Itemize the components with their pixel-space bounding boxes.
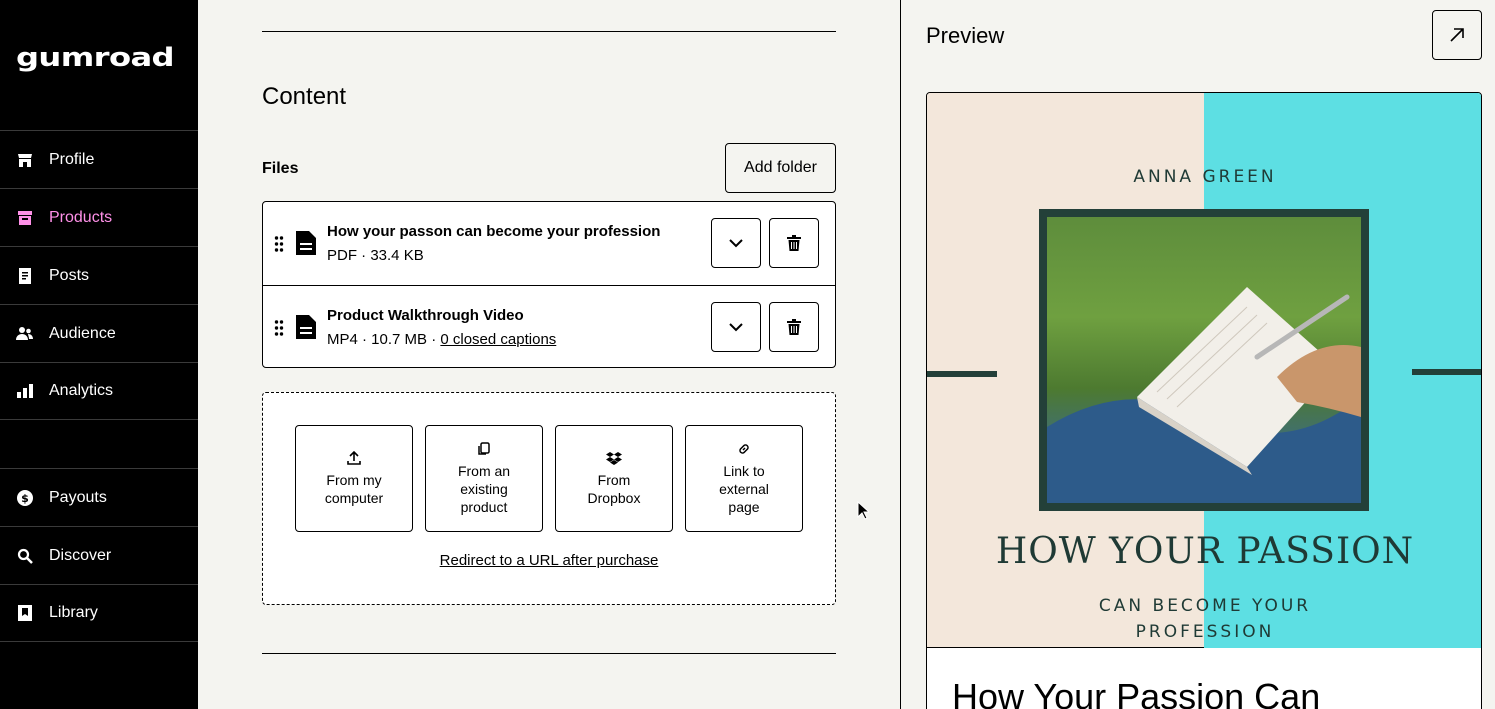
- file-meta-text: MP4 · 10.7 MB ·: [327, 331, 441, 348]
- file-meta: [327, 247, 424, 264]
- cover-subtitle: [927, 593, 1482, 645]
- sidebar-item-audience[interactable]: [0, 304, 198, 362]
- sidebar-item-label: Profile: [49, 150, 95, 168]
- dropbox-icon: [606, 451, 622, 465]
- content-editor: [198, 0, 900, 709]
- gumroad-logo[interactable]: [16, 42, 174, 79]
- add-folder-button[interactable]: Add folder: [725, 143, 836, 193]
- file-name[interactable]: Product Walkthrough Video: [327, 307, 524, 324]
- cover-photo: [1039, 209, 1369, 511]
- shop-icon: [16, 151, 33, 168]
- from-computer-button[interactable]: [295, 425, 413, 532]
- divider: [262, 653, 836, 654]
- trash-icon: [787, 319, 801, 335]
- open-preview-button[interactable]: [1432, 10, 1482, 60]
- delete-button[interactable]: [769, 302, 819, 352]
- arrow-up-right-icon: [1449, 27, 1465, 43]
- sidebar-item-payouts[interactable]: [0, 468, 198, 526]
- button-label: Link to external page: [719, 462, 769, 515]
- file-row[interactable]: [263, 202, 835, 285]
- decorative-bar: [927, 371, 997, 377]
- file-row[interactable]: [263, 285, 835, 368]
- copy-icon: [477, 442, 491, 456]
- expand-button[interactable]: [711, 218, 761, 268]
- sidebar-item-label: Analytics: [49, 382, 114, 399]
- bookmark-icon: [16, 605, 33, 622]
- link-icon: [737, 442, 751, 456]
- svg-text:gumroad: gumroad: [16, 43, 174, 72]
- files-label: Files: [262, 160, 299, 177]
- sidebar-item-library[interactable]: [0, 584, 198, 642]
- svg-text:$: $: [20, 491, 29, 505]
- primary-nav: [0, 130, 198, 420]
- mouse-cursor-icon: [857, 501, 869, 520]
- divider: [262, 31, 836, 32]
- expand-button[interactable]: [711, 302, 761, 352]
- sidebar-item-products[interactable]: [0, 188, 198, 246]
- preview-panel: [900, 0, 1495, 709]
- search-icon: [16, 547, 33, 564]
- upload-icon: [347, 451, 361, 465]
- sidebar-item-profile[interactable]: [0, 130, 198, 188]
- button-label: From an existing product: [457, 462, 511, 515]
- cover-photo-image: [1047, 217, 1361, 503]
- dollar-icon: [16, 489, 33, 506]
- product-cover: [927, 93, 1482, 648]
- sidebar: [0, 0, 198, 709]
- preview-title: Preview: [926, 23, 1005, 48]
- sidebar-item-discover[interactable]: [0, 526, 198, 584]
- drag-handle-icon[interactable]: [274, 236, 284, 252]
- button-label: From Dropbox: [587, 471, 641, 506]
- bar-chart-icon: [16, 383, 33, 400]
- cover-subtitle-text: CAN BECOME YOUR PROFESSION: [1098, 596, 1312, 642]
- file-icon: [296, 315, 316, 339]
- document-icon: [16, 267, 33, 284]
- chevron-down-icon: [729, 239, 743, 248]
- upload-dropzone[interactable]: [262, 392, 836, 605]
- secondary-nav: [0, 468, 198, 642]
- chevron-down-icon: [729, 323, 743, 332]
- delete-button[interactable]: [769, 218, 819, 268]
- sidebar-item-label: Library: [49, 604, 98, 621]
- sidebar-item-posts[interactable]: [0, 246, 198, 304]
- file-meta: [327, 331, 556, 348]
- product-card: [926, 92, 1482, 709]
- trash-icon: [787, 235, 801, 251]
- file-name[interactable]: How your passon can become your profession: [327, 223, 661, 240]
- sidebar-item-label: Discover: [49, 546, 112, 564]
- from-dropbox-button[interactable]: [555, 425, 673, 532]
- cover-title: HOW YOUR PASSION: [995, 531, 1415, 572]
- sidebar-item-label: Posts: [49, 266, 90, 284]
- file-icon: [296, 231, 316, 255]
- sidebar-item-label: Payouts: [49, 488, 107, 506]
- closed-captions-link[interactable]: 0 closed captions: [440, 331, 557, 348]
- drag-handle-icon[interactable]: [274, 320, 284, 336]
- sidebar-item-analytics[interactable]: [0, 362, 198, 420]
- section-title: Content: [262, 83, 347, 110]
- sidebar-item-label: Products: [49, 208, 113, 226]
- button-label: From my computer: [324, 471, 384, 506]
- file-list: [262, 201, 836, 368]
- decorative-bar: [1412, 369, 1482, 375]
- product-name: How Your Passion Can: [952, 676, 1321, 709]
- archive-icon: [16, 209, 33, 226]
- from-existing-product-button[interactable]: [425, 425, 543, 532]
- file-meta-text: PDF · 33.4 KB: [327, 247, 424, 264]
- sidebar-item-label: Audience: [49, 324, 116, 342]
- people-icon: [16, 325, 33, 342]
- redirect-url-link[interactable]: Redirect to a URL after purchase: [439, 552, 659, 569]
- link-external-page-button[interactable]: [685, 425, 803, 532]
- cover-author: ANNA GREEN: [1133, 167, 1277, 187]
